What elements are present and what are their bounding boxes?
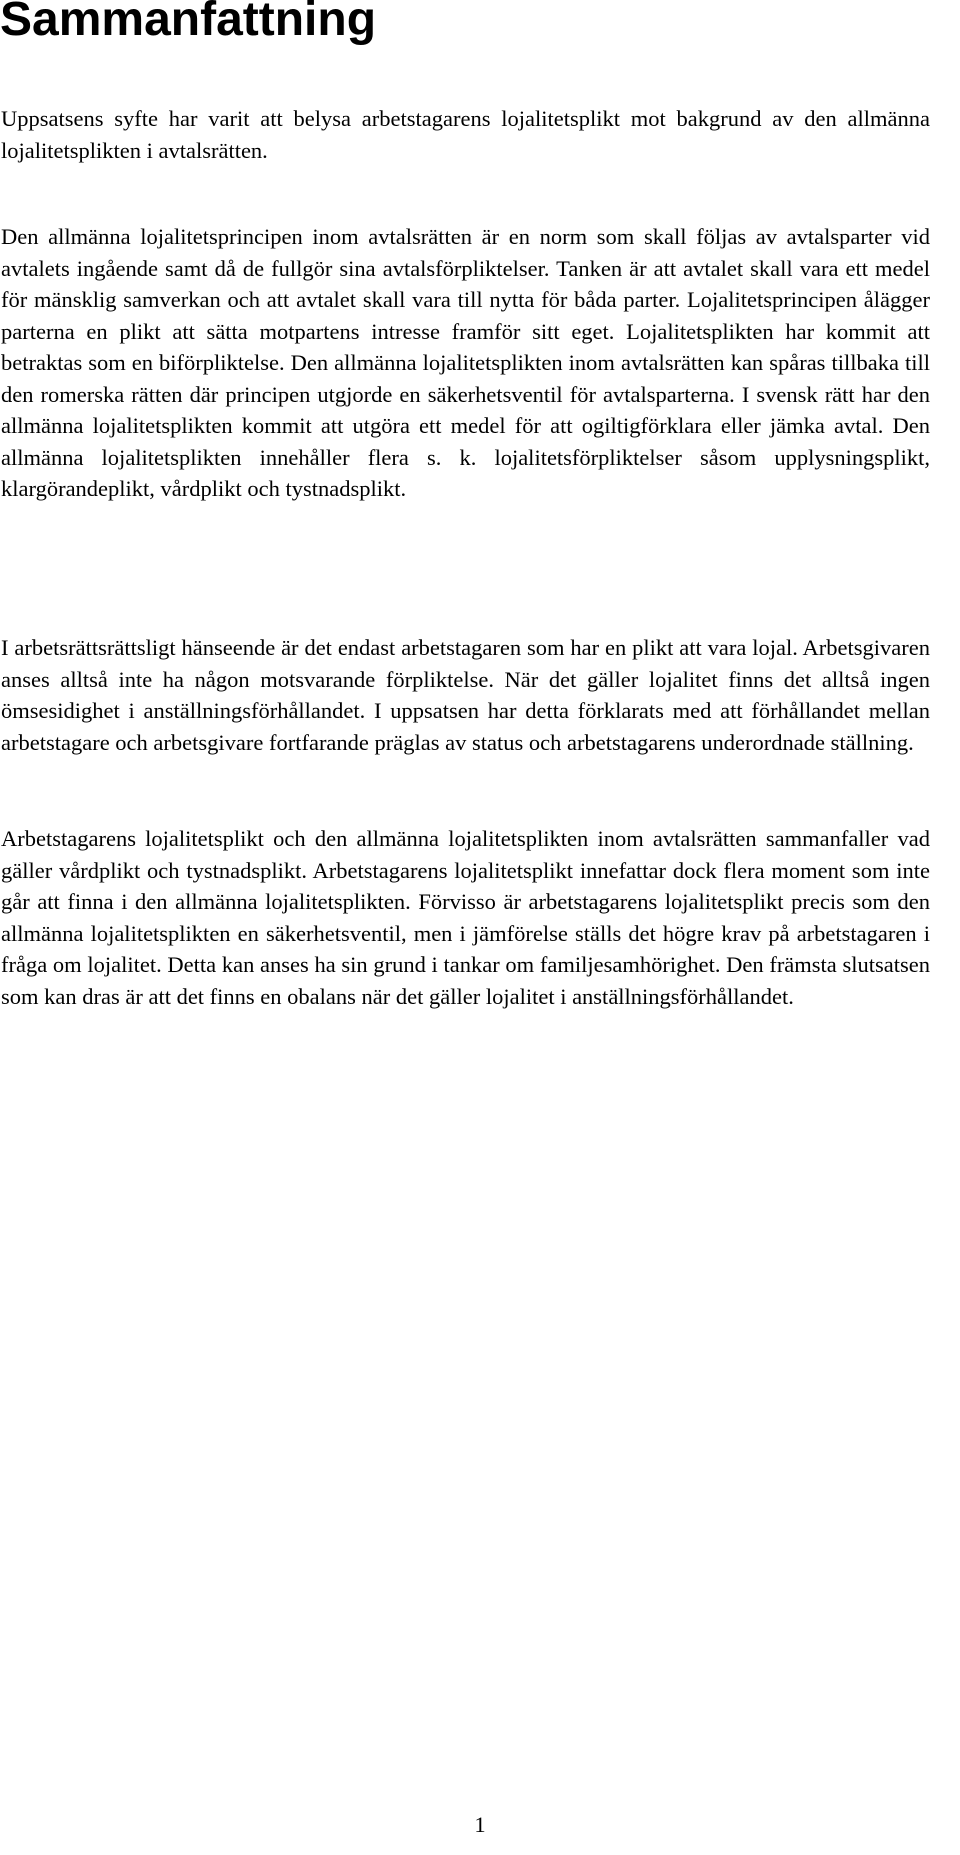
paragraph-conclusion: Arbetstagarens lojalitetsplikt och den allmänna lojalitetsplikten inom avtalsrätten sammanfaller vad gäller vårdplikt och tystnadsplikt. Arbetstagarens lojalitetsplikt innefattar dock flera moment som inte går att finna i den allmänna lojalitetsplikten. Förvisso är arbetstagarens lojalitetsplikt precis som den allmänna lojalitetsplikten en säkerhetsventil, men i jämförelse ställs det högre krav på arbetstagaren i fråga om lojalitet. Detta kan anses ha sin grund i tankar om familjesamhörighet. Den främsta slutsatsen som kan dras är att det finns en obalans när det gäller lojalitet i anställningsförhållandet.	[1, 826, 930, 1009]
page-number: 1	[474, 1812, 486, 1837]
page-title: Sammanfattning	[0, 0, 377, 46]
paragraph-purpose: Uppsatsens syfte har varit att belysa arbetstagarens lojalitetsplikt mot bakgrund av den allmänna lojalitetsplikten i avtalsrätten.	[1, 106, 930, 163]
paragraph-employment-law: I arbetsrättsrättsligt hänseende är det endast arbetstagaren som har en plikt att vara lojal. Arbetsgivaren anses alltså inte ha någon motsvarande förpliktelse. När det gäller lojalitet finns det alltså ingen ömsesidighet i anställningsförhållandet. I uppsatsen har detta förklarats med att förhållandet mellan arbetstagare och arbetsgivare fortfarande präglas av status och arbetstagarens underordnade ställning.	[1, 635, 930, 755]
paragraph-general-loyalty-principle: Den allmänna lojalitetsprincipen inom avtalsrätten är en norm som skall följas av avtalsparter vid avtalets ingående samt då de fullgör sina avtalsförpliktelser. Tanken är att avtalet skall vara ett medel för mänsklig samverkan och att avtalet skall vara till nytta för båda parter. Lojalitetsprincipen ålägger parterna en plikt att sätta motpartens intresse framför sitt eget. Lojalitetsplikten har kommit att betraktas som en biförpliktelse. Den allmänna lojalitetsplikten inom avtalsrätten kan spåras tillbaka till den romerska rätten där principen utgjorde en säkerhetsventil för avtalsparterna. I svensk rätt har den allmänna lojalitetsplikten kommit att utgöra ett medel för att ogiltigförklara eller jämka avtal. Den allmänna lojalitetsplikten innehåller flera s. k. lojalitetsförpliktelser såsom upplysningsplikt, klargörandeplikt, vårdplikt och tystnadsplikt.	[1, 224, 930, 501]
